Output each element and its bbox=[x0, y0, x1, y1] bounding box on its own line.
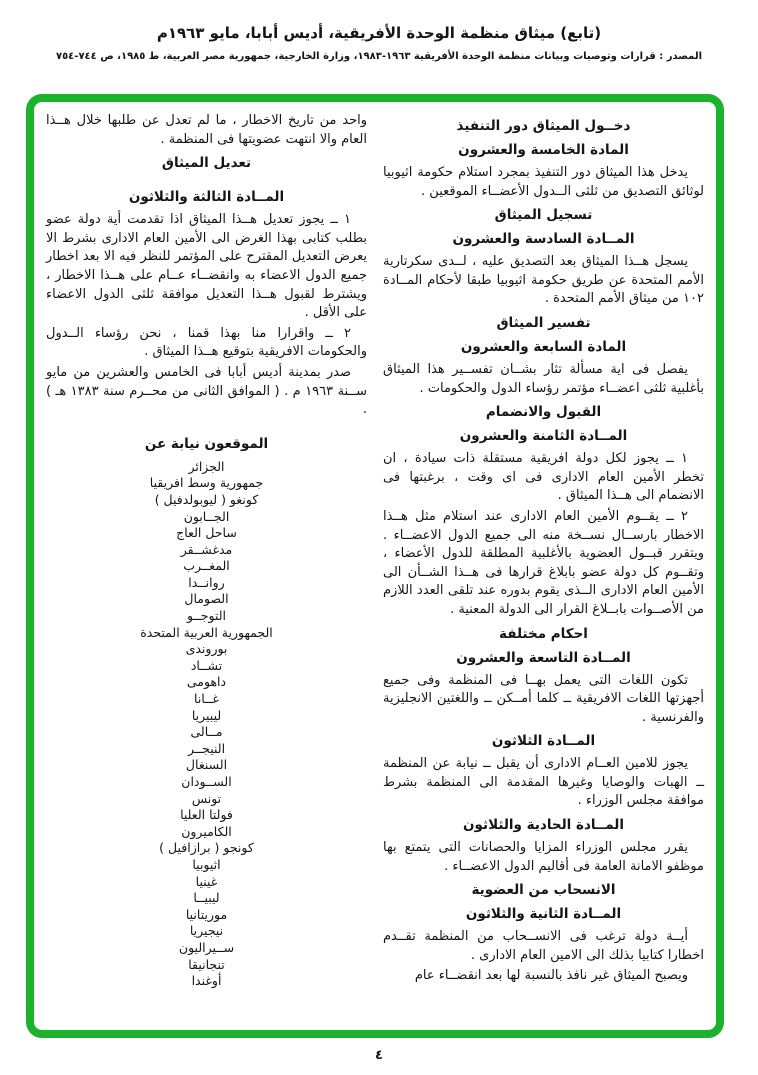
signatory-item: مدغشــقر bbox=[180, 541, 233, 557]
paragraph: تكون اللغات التى يعمل بهــا فى المنظمة وفى جميع أجهزتها اللغات الافريقية ــ كلما أمــكن ــ واللغتين الانجليزية والفرنسية . bbox=[383, 672, 704, 725]
section-heading: الانسحاب من العضوية bbox=[471, 882, 616, 899]
section-heading: تفسير الميثاق bbox=[496, 314, 591, 331]
source-citation: المصدر : قرارات وتوصيات وبيانات منظمة الوحدة الأفريقية ١٩٦٣-١٩٨٣، وزارة الخارجية، جمهورية مصر العربية، ط ١٩٨٥، ص ٧٤٤-٧٥٤ bbox=[55, 51, 703, 62]
signatories-list bbox=[46, 459, 367, 990]
paragraph: ١ ــ يجوز تعديل هــذا الميثاق اذا تقدمت أية دولة عضو بطلب كتابى بهذا الغرض الى الأمين العام الادارى بشرط الا يعرض التعديل المقترح على المؤتمر للنظر فيه الا بعد اخطار جميع الدول الاعضاء به وانقضــاء عــام على هــذا الاخطار ، ويشترط لقبول هــذا التعديل موافقة ثلثى الدول الاعضاء على الأقل . bbox=[46, 212, 367, 321]
two-column-layout bbox=[46, 112, 704, 1022]
signatory-item: الجــابون bbox=[183, 508, 230, 524]
signatory-item: الجزائر bbox=[188, 458, 225, 474]
signatory-item: فولتا العليا bbox=[180, 807, 233, 823]
signatory-item: تشــاد bbox=[190, 657, 223, 673]
section-heading: المــادة الحادية والثلاثون bbox=[463, 817, 624, 834]
signatory-item: روانــدا bbox=[188, 574, 225, 590]
signatory-item: ليبيريا bbox=[191, 707, 222, 723]
paragraph: يقرر مجلس الوزراء المزايا والحصانات التى يتمتع بها موظفو الامانة العامة فى أقاليم الدول الاعضــاء . bbox=[383, 840, 704, 874]
signatory-item: الصومال bbox=[184, 591, 229, 607]
signatory-item: مــالى bbox=[190, 724, 223, 740]
section-heading: المادة الخامسة والعشرون bbox=[458, 142, 629, 158]
paragraph: يفصل فى اية مسألة تثار بشــان تفســير هذا الميثاق بأغلبية ثلثى اعضــاء مؤتمر رؤساء الدول والحكومات . bbox=[383, 361, 704, 396]
signatory-item: الكاميرون bbox=[181, 823, 232, 839]
page-header bbox=[0, 24, 758, 62]
section-heading: المــادة الثامنة والعشرون bbox=[459, 428, 628, 445]
left-column-blocks bbox=[46, 112, 367, 454]
page-number: ٤ bbox=[375, 1048, 383, 1063]
section-heading: المــادة الثانية والثلاثون bbox=[465, 906, 622, 923]
paragraph: ٢ ــ يقــوم الأمين العام الادارى عند استلام مثل هــذا الاخطار بارســال نســخة منه الى جميع الدول الاعضــاء . ويتقرر قبــول العضوية بالأغلبية المطلقة للدول الأعضاء ، وتقــوم كل دولة عضو بابلاغ قرارها فى هــذا الشــأن الى الأمين العام الادارى الــذى يقوم بدوره عند تلقى العدد اللازم من الأصــوات بابــلاغ القرار الى الدولة المعنية . bbox=[383, 508, 704, 617]
page-footer bbox=[0, 1044, 758, 1063]
document-title: (تابع) ميثاق منظمة الوحدة الأفريقية، أديس أبابا، مايو ١٩٦٣م bbox=[156, 24, 602, 42]
paragraph: يجوز للامين العــام الادارى أن يقبل ــ نيابة عن المنظمة ــ الهبات والوصايا وغيرها المقدمة الى المنظمة بشرط موافقة مجلس الوزراء . bbox=[383, 756, 704, 809]
signatory-item: الســودان bbox=[181, 774, 232, 789]
paragraph: صدر بمدينة أديس أبابا فى الخامس والعشرين من مايو ســنة ١٩٦٣ م . ( الموافق الثانى من محــرم سنة ١٣٨٣ هـ ) . bbox=[46, 364, 367, 418]
signatory-item: النيجــر bbox=[187, 740, 226, 756]
signatory-item: ســيراليون bbox=[178, 939, 235, 955]
paragraph: يسجل هــذا الميثاق بعد التصديق عليه ، لــدى سكرتارية الأمم المتحدة عن طريق حكومة اثيوبيا طبقا لأحكام المــادة ١٠٢ من ميثاق الأمم المتحدة . bbox=[383, 254, 704, 307]
signatory-item: بوروندى bbox=[185, 641, 228, 657]
signatory-item: التوجــو bbox=[186, 608, 227, 624]
left-text-column bbox=[46, 112, 367, 1022]
paragraph: ١ ــ يجوز لكل دولة افريقية مستقلة ذات سيادة ، ان تخطر الأمين العام الادارى فى اى وقت ، برغبتها فى الانضمام الى هــذا الميثاق . bbox=[383, 451, 704, 504]
signatory-item: السنغال bbox=[185, 757, 228, 773]
section-heading: المــادة السادسة والعشرون bbox=[452, 231, 635, 248]
charter-bordered-box bbox=[26, 94, 724, 1038]
section-heading: تسجيل الميثاق bbox=[494, 207, 593, 224]
signatory-item: أوغندا bbox=[191, 973, 222, 989]
paragraph: واحد من تاريخ الاخطار ، ما لم تعدل عن طلبها خلال هــذا العام والا انتهت عضويتها فى المنظمة . bbox=[46, 113, 367, 147]
signatory-item: غينيا bbox=[195, 873, 218, 889]
section-heading: القبول والانضمام bbox=[485, 404, 602, 421]
signatory-item: داهومى bbox=[186, 674, 227, 690]
paragraph: ٢ ــ واقرارا منا بهذا قمنا ، نحن رؤساء الــدول والحكومات الافريقية بتوقيع هــذا الميثاق . bbox=[46, 325, 367, 360]
signatory-item: ساحل العاج bbox=[176, 525, 237, 541]
right-text-column bbox=[383, 112, 704, 1022]
signatory-item: الجمهورية العربية المتحدة bbox=[140, 624, 273, 640]
section-heading: المــادة التاسعة والعشرون bbox=[456, 649, 631, 666]
signatory-item: كونجو ( برازافيل ) bbox=[159, 840, 254, 856]
paragraph: أيــة دولة ترغب فى الانســحاب من المنظمة تقــدم اخطارا كتابيا بذلك الى الامين العام الادارى . bbox=[383, 929, 704, 963]
signatory-item: المغــرب bbox=[183, 558, 230, 574]
paragraph: يدخل هذا الميثاق دور التنفيذ بمجرد استلام حكومة اثيوبيا لوثائق التصديق من ثلثى الــدول الأعضــاء الموقعين . bbox=[383, 165, 704, 199]
section-heading: المــادة الثالثة والثلاثون bbox=[128, 189, 285, 206]
signatory-item: ليبيــا bbox=[193, 890, 220, 906]
section-heading: المــادة الثلاثون bbox=[491, 733, 596, 750]
section-heading: الموقعون نيابة عن bbox=[144, 435, 269, 452]
signatory-item: تونس bbox=[191, 790, 222, 806]
section-heading: المادة السابعة والعشرون bbox=[460, 338, 627, 355]
signatory-item: جمهورية وسط افريقيا bbox=[149, 475, 264, 491]
signatory-item: اثيوبيا bbox=[192, 856, 221, 872]
section-heading: تعديل الميثاق bbox=[161, 155, 252, 172]
signatory-item: نيجيريا bbox=[189, 923, 224, 939]
signatory-item: موريتانيا bbox=[185, 906, 228, 922]
section-heading: احكام مختلفة bbox=[499, 625, 588, 642]
signatory-item: غــانا bbox=[194, 691, 219, 707]
signatory-item: كونغو ( ليوبولدفيل ) bbox=[154, 491, 259, 507]
signatory-item: تنجانيقا bbox=[188, 956, 225, 972]
paragraph: ويصبح الميثاق غير نافذ بالنسبة لها بعد انقضــاء عام bbox=[414, 968, 688, 984]
section-heading: دخــول الميثاق دور التنفيذ bbox=[456, 118, 631, 134]
